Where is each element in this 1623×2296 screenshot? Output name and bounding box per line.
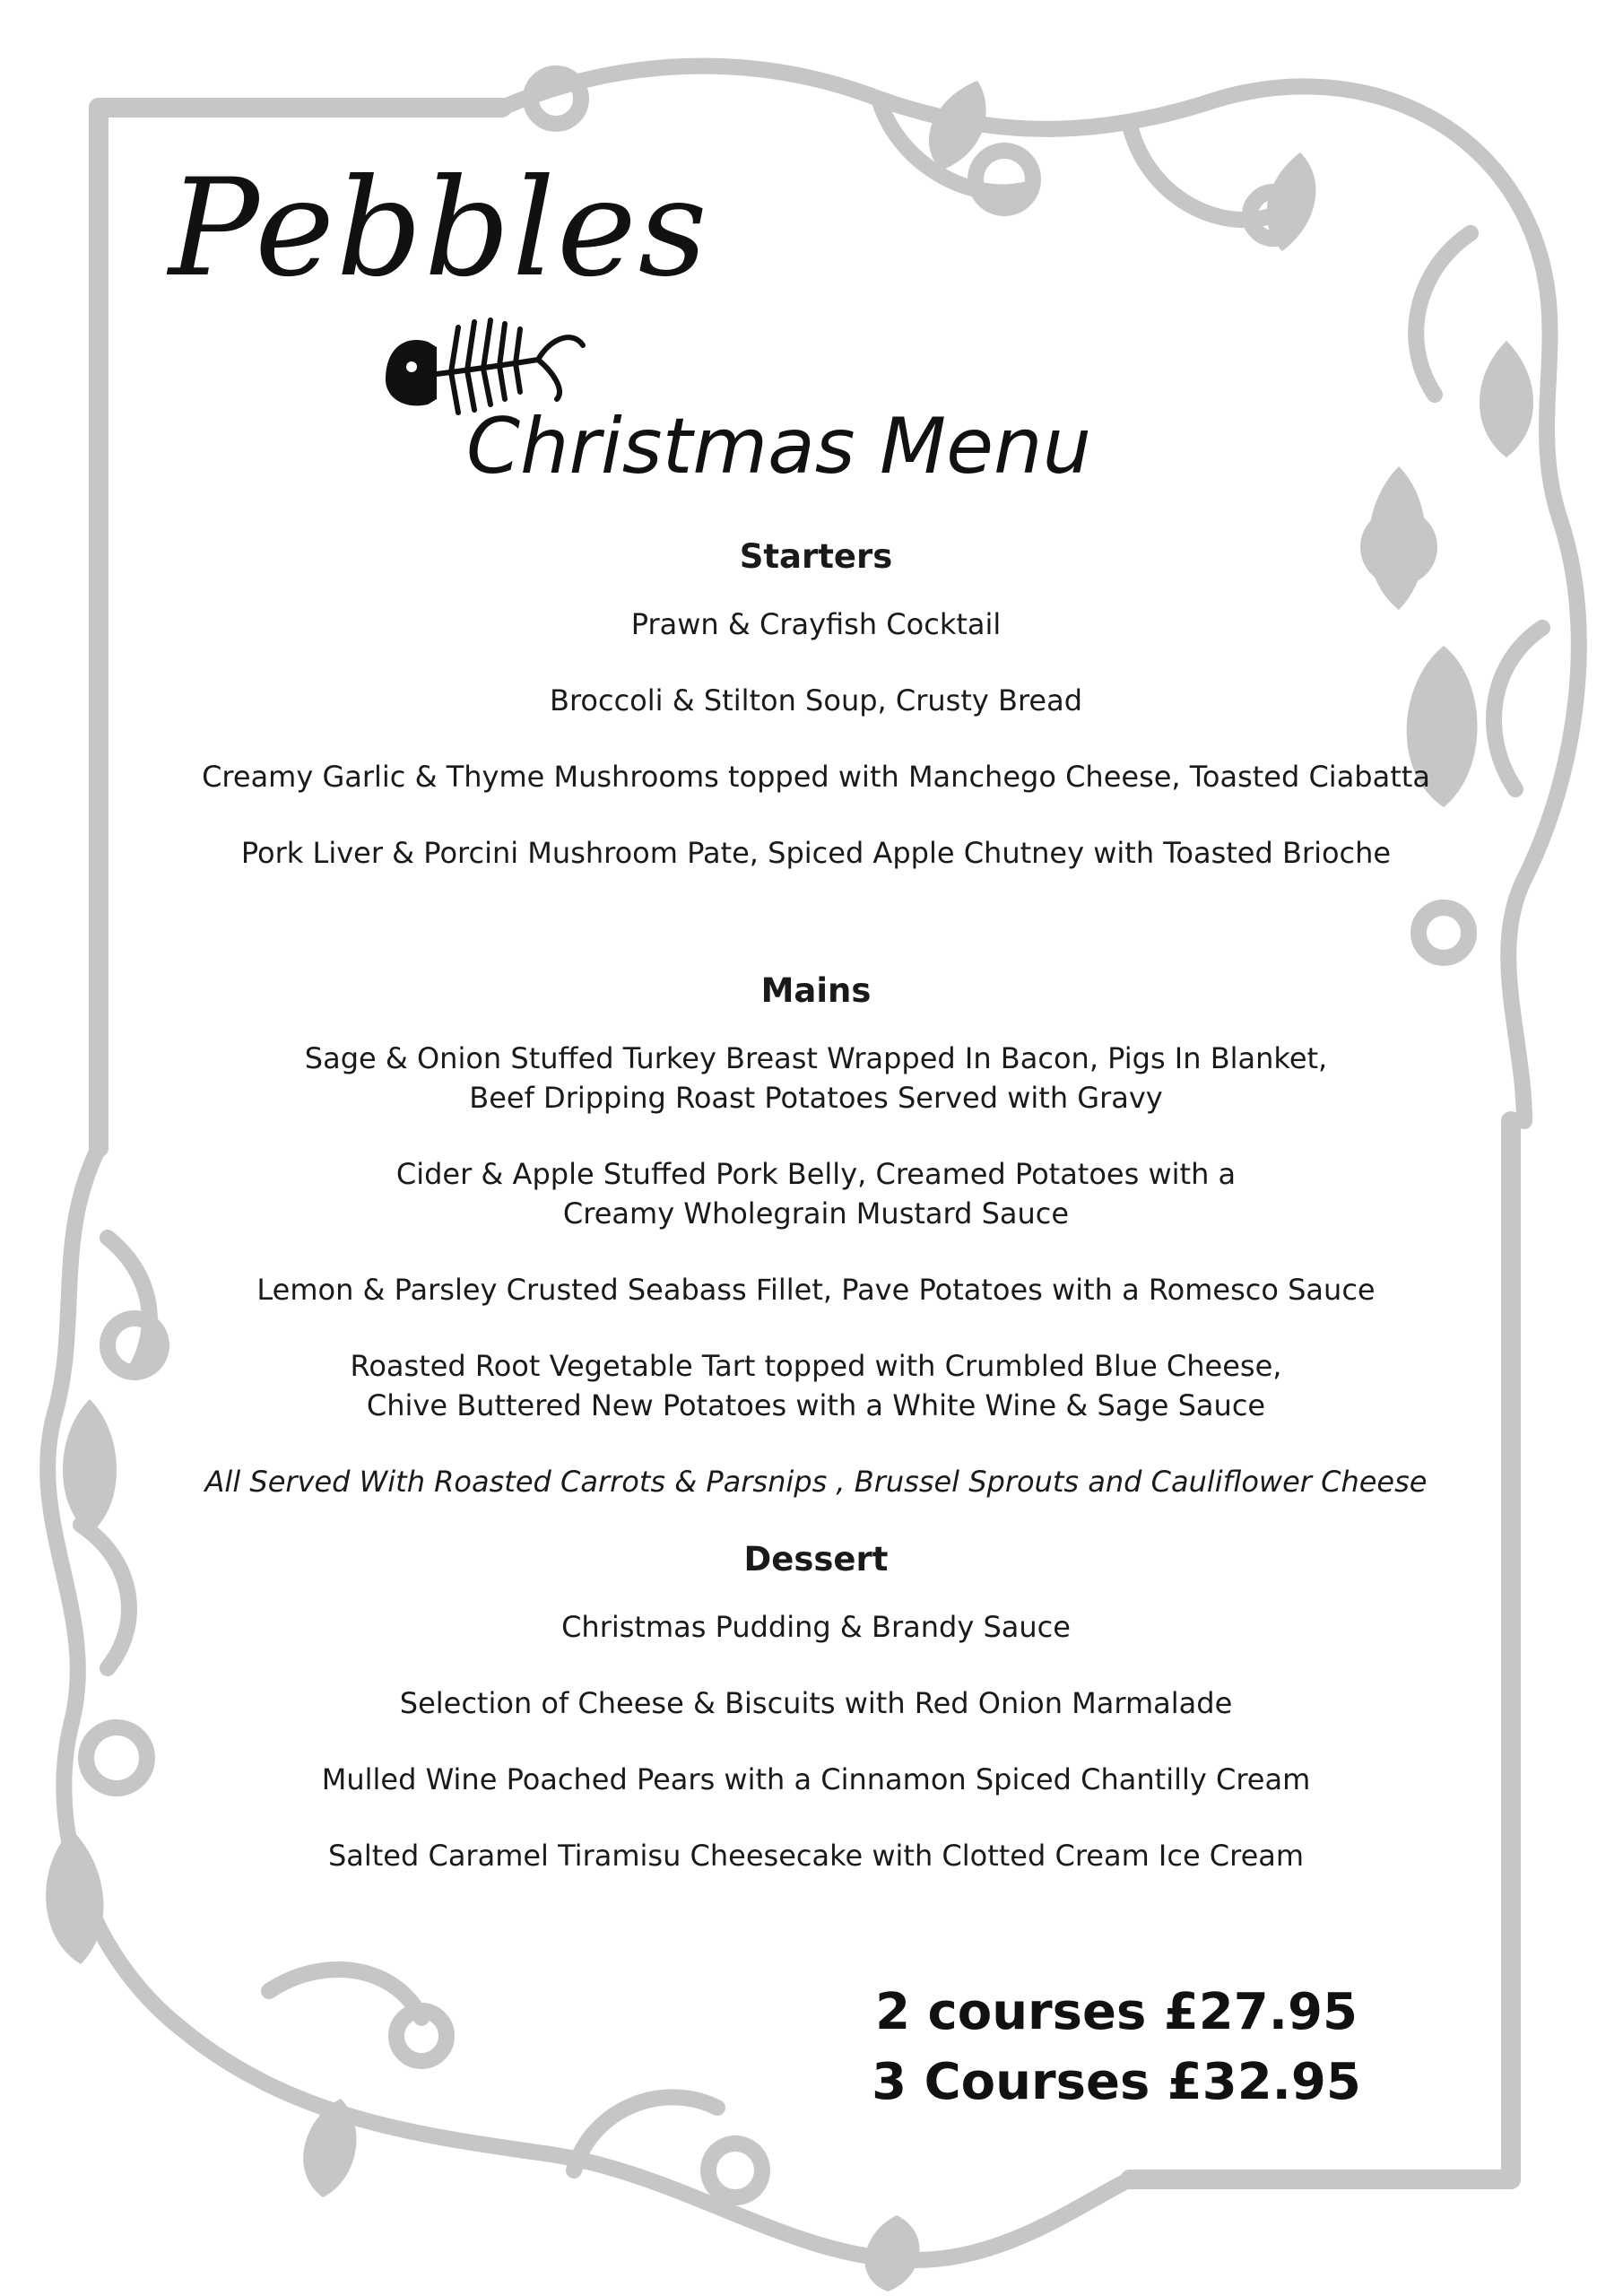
menu-item	[135, 681, 1497, 720]
mains-side-note: All Served With Roasted Carrots & Parsnips , Brussel Sprouts and Cauliflower Cheese	[204, 1465, 1428, 1499]
menu-item-line: Roasted Root Vegetable Tart topped with Crumbled Blue Cheese,	[350, 1349, 1282, 1383]
menu-item	[135, 757, 1497, 796]
menu-item-line: Lemon & Parsley Crusted Seabass Fillet, Pave Potatoes with a Romesco Sauce	[256, 1273, 1376, 1307]
price-two-courses: 2 courses £27.95	[875, 1983, 1358, 2041]
menu-item-line: Creamy Garlic & Thyme Mushrooms topped with Manchego Cheese, Toasted Ciabatta	[202, 760, 1430, 794]
mains-heading: Mains	[760, 971, 872, 1010]
fish-skeleton-icon	[381, 309, 587, 417]
menu-title: Christmas Menu	[466, 402, 1092, 491]
fish-head	[386, 340, 437, 405]
menu-item-line: Chive Buttered New Potatoes with a White Wine & Sage Sauce	[366, 1388, 1266, 1422]
menu-item	[135, 1346, 1497, 1425]
mains-section	[135, 969, 1497, 1501]
fish-eye	[406, 361, 417, 372]
dessert-heading: Dessert	[743, 1540, 889, 1578]
menu-item	[135, 1760, 1497, 1799]
menu-item-line: Selection of Cheese & Biscuits with Red Onion Marmalade	[399, 1686, 1233, 1720]
brand-name: Pebbles	[169, 151, 709, 307]
menu-item	[135, 1039, 1497, 1118]
menu-item-line: Sage & Onion Stuffed Turkey Breast Wrapped In Bacon, Pigs In Blanket,	[304, 1041, 1328, 1075]
menu-item-line: Pork Liver & Porcini Mushroom Pate, Spiced Apple Chutney with Toasted Brioche	[240, 836, 1392, 870]
menu-item-line: Christmas Pudding & Brandy Sauce	[561, 1610, 1071, 1644]
menu-content	[135, 535, 1497, 1912]
menu-item	[135, 1836, 1497, 1875]
menu-item-line: Cider & Apple Stuffed Pork Belly, Creamed Potatoes with a	[395, 1157, 1237, 1191]
menu-item	[135, 1607, 1497, 1647]
menu-item-line: Prawn & Crayfish Cocktail	[630, 607, 1002, 641]
price-three-courses: 3 Courses £32.95	[872, 2053, 1361, 2111]
menu-item	[135, 604, 1497, 644]
menu-item	[135, 1270, 1497, 1309]
menu-item-line: Beef Dripping Roast Potatoes Served with Gravy	[469, 1081, 1163, 1115]
menu-item	[135, 1154, 1497, 1233]
menu-item-line: Salted Caramel Tiramisu Cheesecake with Clotted Cream Ice Cream	[327, 1839, 1305, 1873]
starters-section	[135, 535, 1497, 873]
menu-item-line: Mulled Wine Poached Pears with a Cinnamon Spiced Chantilly Cream	[321, 1762, 1311, 1796]
menu-item-line: Creamy Wholegrain Mustard Sauce	[562, 1196, 1070, 1231]
dessert-section	[135, 1537, 1497, 1875]
menu-item	[135, 1683, 1497, 1723]
section-spacer	[135, 909, 1497, 969]
starters-heading: Starters	[739, 537, 893, 576]
menu-item-line: Broccoli & Stilton Soup, Crusty Bread	[550, 683, 1082, 718]
price-block	[861, 1978, 1372, 2118]
menu-item	[135, 833, 1497, 873]
fish-tail	[538, 337, 583, 399]
